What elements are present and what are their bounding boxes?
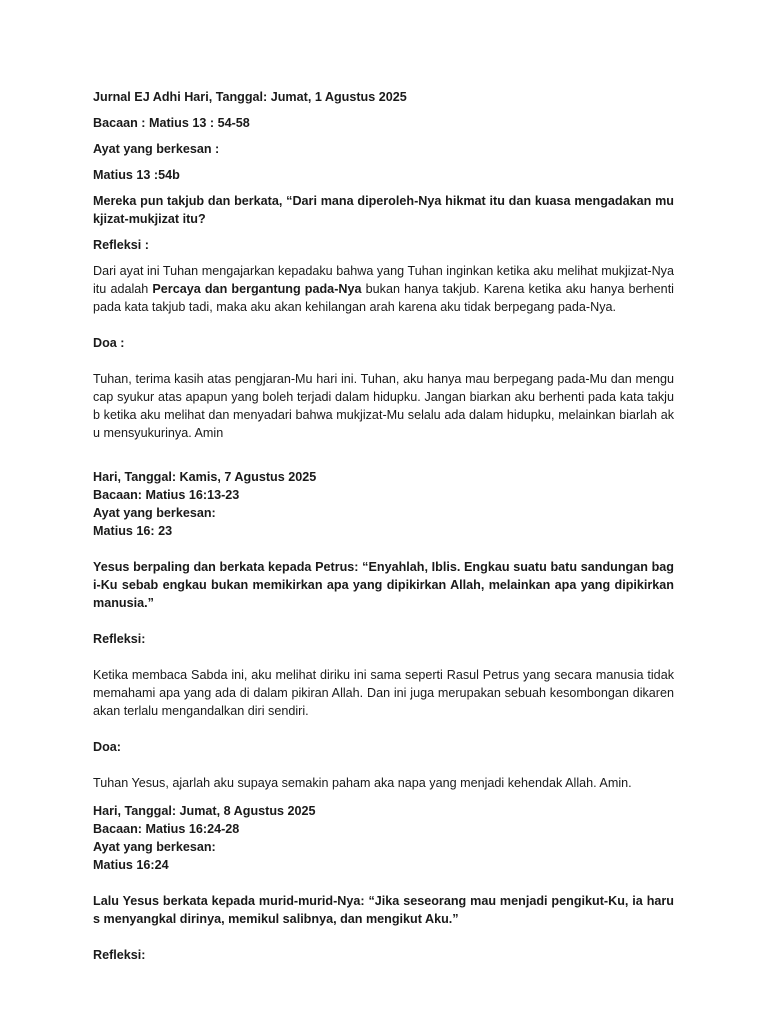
entry2-ayat-label: Ayat yang berkesan: [93,506,216,520]
entry3-header: Hari, Tanggal: Jumat, 8 Agustus 2025 [93,804,316,818]
entry1-ayat-label: Ayat yang berkesan : [93,142,220,156]
entry1-refleksi-after: bukan hanya takjub. Karena ketika aku hanya berhenti pada kata takjub tadi, maka aku akan kehilangan arah karena aku tidak berpegang pada-Nya. [93,282,674,314]
entry2-refleksi: Ketika membaca Sabda ini, aku melihat diriku ini sama seperti Rasul Petrus yang secara manusia tidak memahami apa yang ada di dalam pikiran Allah. Dan ini juga merupakan sebuah kesombongan dikarenakan terlalu mengandalkan diri sendiri. [93,668,674,718]
entry3-verse: Lalu Yesus berkata kepada murid-murid-Nya: “Jika seseorang mau menjadi pengikut-Ku, ia harus menyangkal dirinya, memikul salibnya, dan mengikut Aku.” [93,894,674,926]
entry1-bacaan: Bacaan : Matius 13 : 54-58 [93,116,250,130]
entry2-header: Hari, Tanggal: Kamis, 7 Agustus 2025 [93,470,317,484]
entry3-bacaan: Bacaan: Matius 16:24-28 [93,822,240,836]
entry1-doa: Tuhan, terima kasih atas pengjaran-Mu hari ini. Tuhan, aku hanya mau berpegang pada-Mu dan mengucap syukur atas apapun yang boleh terjadi dalam hidupku. Jangan biarkan aku berhenti pada kata takjub ketika aku melihat dan menyadari bahwa mukjizat-Mu selalu ada dalam hidupku, melainkan biarlah aku mensyukurinya. Amin [93,372,674,440]
entry2-verse: Yesus berpaling dan berkata kepada Petrus: “Enyahlah, Iblis. Engkau suatu batu sandungan bagi-Ku sebab engkau bukan memikirkan apa yang dipikirkan Allah, melainkan apa yang dipikirkan manusia.” [93,560,674,610]
entry2-ayat-ref: Matius 16: 23 [93,524,173,538]
entry3-ayat-ref: Matius 16:24 [93,858,169,872]
entry1-header: Jurnal EJ Adhi Hari, Tanggal: Jumat, 1 Agustus 2025 [93,90,407,104]
entry1-doa-label: Doa : [93,336,125,350]
entry2-doa: Tuhan Yesus, ajarlah aku supaya semakin paham aka napa yang menjadi kehendak Allah. Amin. [93,776,632,790]
entry2-doa-label: Doa: [93,740,121,754]
entry1-refleksi [93,262,674,316]
entry2-bacaan: Bacaan: Matius 16:13-23 [93,488,240,502]
entry3-refleksi-label: Refleksi: [93,948,146,962]
entry1-refleksi-bold: Percaya dan bergantung pada-Nya [152,282,362,296]
entry1-refleksi-label: Refleksi : [93,238,149,252]
entry1-ayat-ref: Matius 13 :54b [93,168,180,182]
entry2-refleksi-label: Refleksi: [93,632,146,646]
entry1-refleksi-before: Dari ayat ini Tuhan mengajarkan kepadaku bahwa yang Tuhan inginkan ketika aku melihat mukjizat-Nya itu adalah [93,264,674,296]
entry3-ayat-label: Ayat yang berkesan: [93,840,216,854]
entry1-verse: Mereka pun takjub dan berkata, “Dari mana diperoleh-Nya hikmat itu dan kuasa mengadakan mukjizat-mukjizat itu? [93,194,674,226]
